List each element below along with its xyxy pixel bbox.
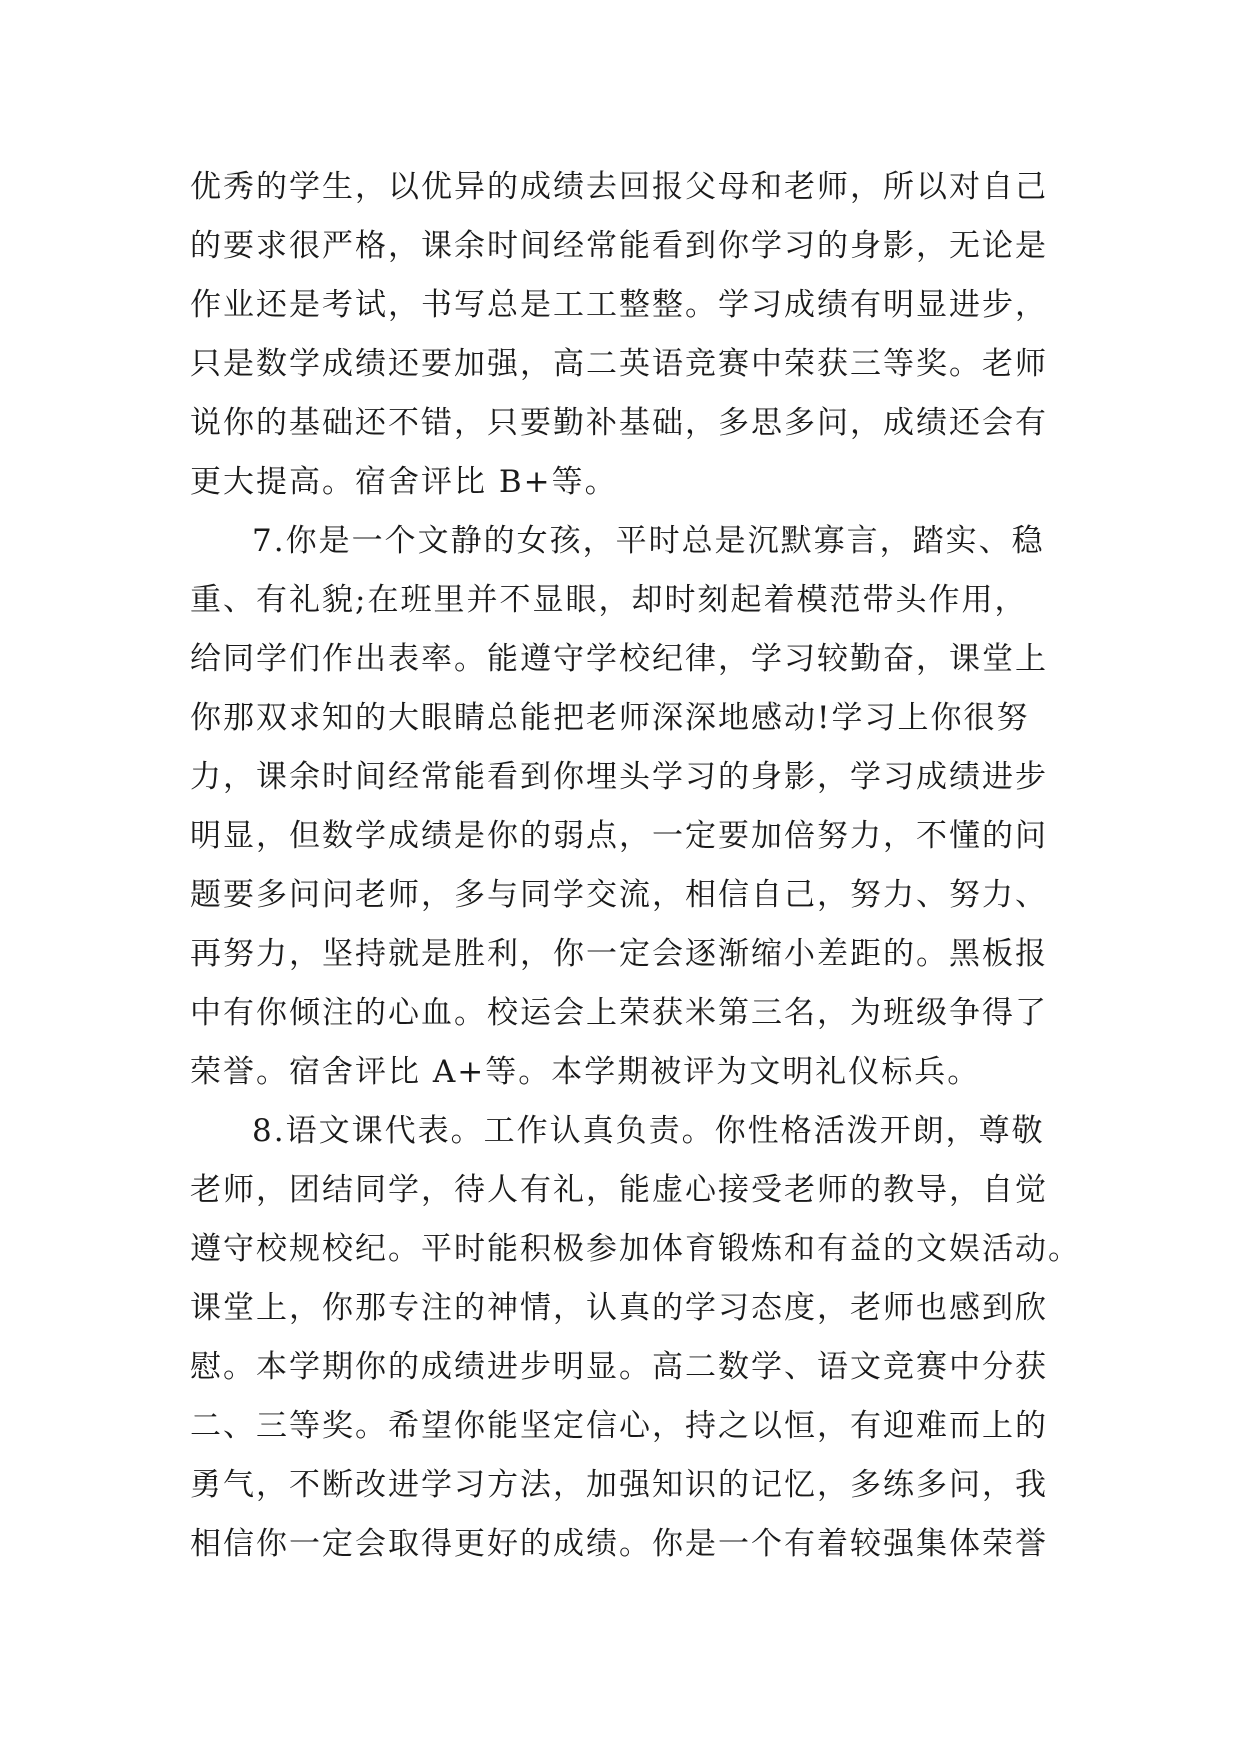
text-line: 勇气，不断改进学习方法，加强知识的记忆，多练多问，我 [190,1467,1048,1503]
text-line: 重、有礼貌;在班里并不显眼，却时刻起着模范带头作用， [190,582,1028,618]
text-line: 的要求很严格，课余时间经常能看到你学习的身影，无论是 [190,228,1048,264]
paragraph-start-line: 8.语文课代表。工作认真负责。你性格活泼开朗，尊敬 [252,1113,1045,1149]
text-line: 你那双求知的大眼睛总能把老师深深地感动!学习上你很努 [190,700,1030,736]
text-line: 中有你倾注的心血。校运会上荣获米第三名，为班级争得了 [190,995,1048,1031]
text-line: 再努力，坚持就是胜利，你一定会逐渐缩小差距的。黑板报 [190,936,1048,972]
text-line: 更大提高。宿舍评比 B+等。 [190,464,618,500]
body-text [190,158,1081,1574]
text-line: 荣誉。宿舍评比 A+等。本学期被评为文明礼仪标兵。 [190,1054,981,1090]
text-line: 二、三等奖。希望你能坚定信心，持之以恒，有迎难而上的 [190,1408,1048,1444]
text-line: 明显，但数学成绩是你的弱点，一定要加倍努力，不懂的问 [190,818,1048,854]
text-line: 相信你一定会取得更好的成绩。你是一个有着较强集体荣誉 [190,1526,1048,1562]
text-line: 优秀的学生，以优异的成绩去回报父母和老师，所以对自己 [190,169,1048,205]
text-line: 老师，团结同学，待人有礼，能虚心接受老师的教导，自觉 [190,1172,1048,1208]
text-line: 作业还是考试，书写总是工工整整。学习成绩有明显进步， [190,287,1048,323]
text-line: 只是数学成绩还要加强，高二英语竞赛中荣获三等奖。老师 [190,346,1048,382]
text-line: 遵守校规校纪。平时能积极参加体育锻炼和有益的文娱活动。 [190,1231,1081,1267]
text-line: 力，课余时间经常能看到你埋头学习的身影，学习成绩进步 [190,759,1048,795]
text-line: 给同学们作出表率。能遵守学校纪律，学习较勤奋，课堂上 [190,641,1048,677]
text-line: 课堂上，你那专注的神情，认真的学习态度，老师也感到欣 [190,1290,1048,1326]
text-line: 说你的基础还不错，只要勤补基础，多思多问，成绩还会有 [190,405,1048,441]
text-line: 题要多问问老师，多与同学交流，相信自己，努力、努力、 [190,877,1048,913]
text-line: 慰。本学期你的成绩进步明显。高二数学、语文竞赛中分获 [190,1349,1048,1385]
paragraph-start-line: 7.你是一个文静的女孩，平时总是沉默寡言，踏实、稳 [252,523,1045,559]
